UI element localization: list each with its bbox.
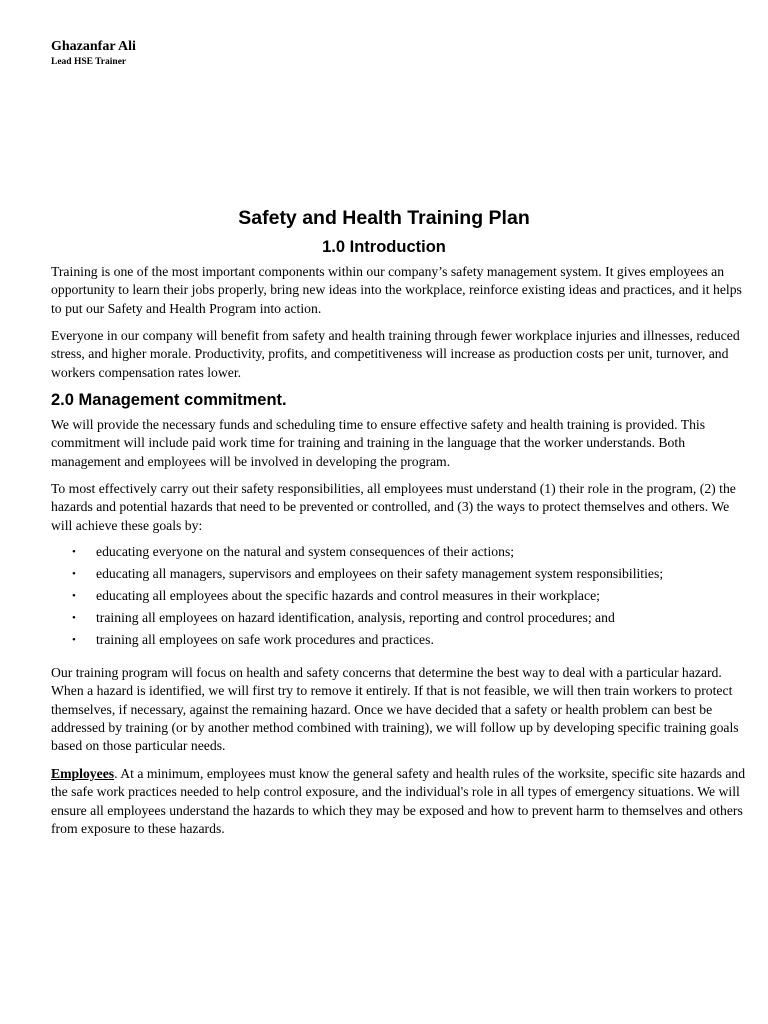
management-heading: 2.0 Management commitment. bbox=[51, 391, 287, 409]
intro-paragraph-2: Everyone in our company will benefit from safety and health training through fewer workplace injuries and illnesses, reduced stress, and higher morale. Productivity, profits, and competitiveness will increase as production costs per unit, turnover, and workers compensation rates lower. bbox=[51, 328, 740, 380]
bullet-icon: • bbox=[72, 590, 76, 602]
management-paragraph-1: We will provide the necessary funds and scheduling time to ensure effective safety and health training is provided. This commitment will include paid work time for training and training in the language that the worker understands. Both management and employees will be involved in developing the program. bbox=[51, 417, 706, 469]
bullet-text: training all employees on safe work procedures and practices. bbox=[96, 632, 434, 647]
list-item bbox=[51, 585, 751, 607]
bullet-text: educating everyone on the natural and system consequences of their actions; bbox=[96, 544, 515, 559]
author-title: Lead HSE Trainer bbox=[51, 57, 127, 67]
list-item bbox=[51, 541, 751, 563]
bullet-icon: • bbox=[72, 634, 76, 646]
author-block bbox=[51, 38, 136, 68]
intro-paragraph-1: Training is one of the most important components within our company’s safety management system. It gives employees an opportunity to learn their jobs properly, bring new ideas into the workplace, reinforce existing ideas and practices, and it helps to put our Safety and Health Program into action. bbox=[51, 264, 742, 316]
training-focus-paragraph: Our training program will focus on health and safety concerns that determine the best way to deal with a particular hazard. When a hazard is identified, we will first try to remove it entirely. If that is not feasible, we will then train workers to protect themselves, if necessary, against the remaining hazard. Once we have decided that a safety or health problem can best be addressed by training (or by another method combined with training), we will follow up by developing specific training goals based on those particular needs. bbox=[51, 665, 739, 754]
list-item bbox=[51, 563, 751, 585]
employees-text: . At a minimum, employees must know the general safety and health rules of the worksite, specific site hazards and the safe work practices needed to help control exposure, and the individual's role in all types of emergency situations. We will ensure all employees understand the hazards to which they may be exposed and how to prevent harm to themselves and others from exposure to these hazards. bbox=[51, 766, 746, 836]
goals-bullet-list bbox=[51, 541, 751, 651]
bullet-text: educating all employees about the specific hazards and control measures in their workplace; bbox=[96, 588, 600, 603]
bullet-icon: • bbox=[72, 568, 76, 580]
document-title: Safety and Health Training Plan bbox=[238, 207, 530, 229]
employees-label: Employees bbox=[51, 766, 115, 781]
bullet-icon: • bbox=[72, 612, 76, 624]
bullet-text: training all employees on hazard identification, analysis, reporting and control procedures; and bbox=[96, 610, 615, 625]
employees-paragraph bbox=[51, 765, 751, 838]
management-paragraph-2: To most effectively carry out their safety responsibilities, all employees must understand (1) their role in the program, (2) the hazards and potential hazards that need to be prevented or controlled, and (3) the ways to protect themselves and others. We will achieve these goals by: bbox=[51, 481, 736, 533]
bullet-icon: • bbox=[72, 546, 76, 558]
bullet-text: educating all managers, supervisors and employees on their safety management system responsibilities; bbox=[96, 566, 664, 581]
list-item bbox=[51, 607, 751, 629]
author-name: Ghazanfar Ali bbox=[51, 39, 136, 54]
intro-heading: 1.0 Introduction bbox=[322, 238, 446, 256]
list-item bbox=[51, 629, 751, 651]
